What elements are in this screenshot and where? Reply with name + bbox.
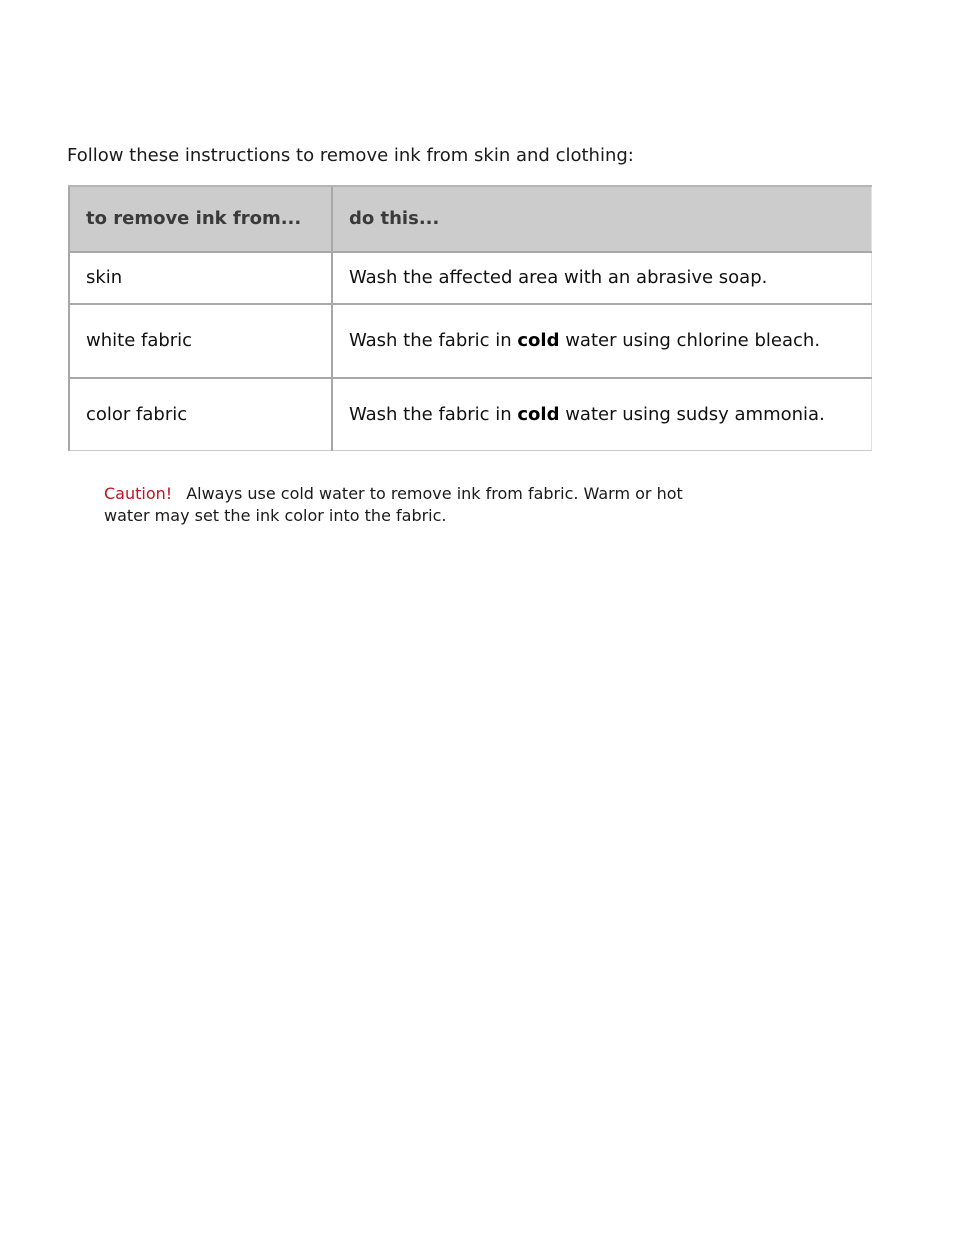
row-item-white-fabric: white fabric	[69, 304, 332, 378]
row-item-color-fabric: color fabric	[69, 378, 332, 451]
ink-removal-table	[68, 185, 872, 451]
header-remove-from: to remove ink from...	[69, 186, 332, 252]
table-header-row	[69, 186, 871, 252]
caution-note	[104, 483, 724, 527]
intro-text: Follow these instructions to remove ink from skin and clothing:	[67, 145, 634, 166]
instruction-emphasis: cold	[517, 330, 560, 351]
table-row	[69, 378, 871, 451]
instruction-text: Wash the fabric in	[349, 330, 518, 351]
table-row	[69, 252, 871, 304]
row-instruction-color-fabric	[332, 378, 871, 451]
header-do-this: do this...	[332, 186, 871, 252]
caution-text: Always use cold water to remove ink from fabric. Warm or hot water may set the ink color into the fabric.	[104, 484, 683, 525]
row-item-skin: skin	[69, 252, 332, 304]
table-row	[69, 304, 871, 378]
instruction-text: Wash the affected area with an abrasive soap.	[349, 267, 768, 288]
instruction-emphasis: cold	[517, 403, 560, 425]
caution-label: Caution!	[104, 484, 173, 503]
instruction-text: water using chlorine bleach.	[559, 330, 821, 351]
instruction-text: water using sudsy ammonia.	[559, 403, 825, 425]
row-instruction-white-fabric	[332, 304, 871, 378]
instruction-text: Wash the fabric in	[349, 403, 518, 425]
row-instruction-skin	[332, 252, 871, 304]
